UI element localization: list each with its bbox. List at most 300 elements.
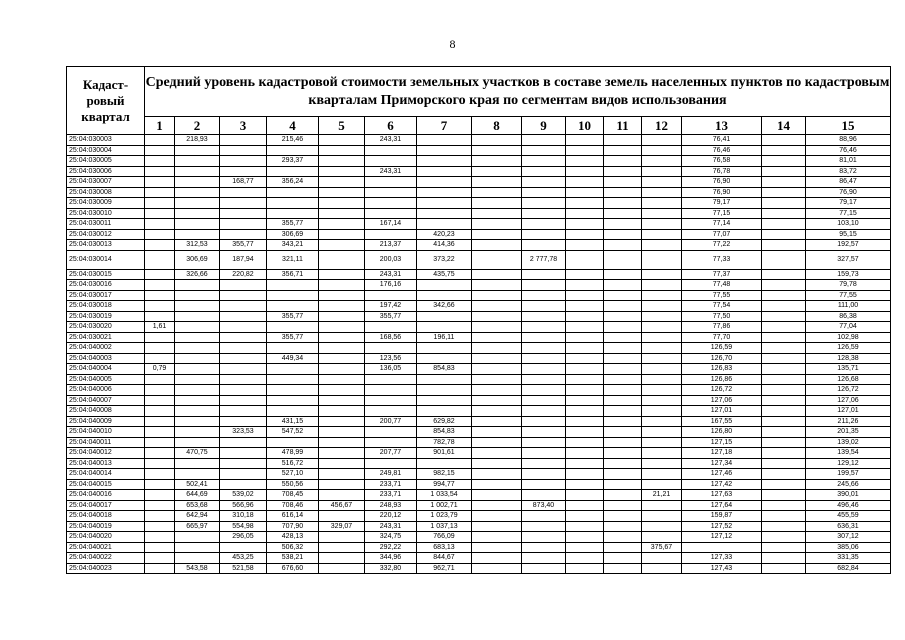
value-cell	[220, 364, 267, 375]
column-number: 6	[365, 117, 417, 135]
value-cell	[604, 416, 642, 427]
column-number: 5	[319, 117, 365, 135]
value-cell	[522, 511, 566, 522]
value-cell	[472, 343, 522, 354]
table-row	[67, 364, 891, 375]
value-cell	[522, 156, 566, 167]
value-cell: 644,69	[175, 490, 220, 501]
cadastral-quarter-cell: 25:04:030004	[67, 145, 145, 156]
value-cell	[566, 458, 604, 469]
value-cell	[762, 427, 806, 438]
value-cell	[762, 385, 806, 396]
value-cell	[319, 229, 365, 240]
value-cell: 159,73	[806, 269, 891, 280]
value-cell	[566, 353, 604, 364]
cadastral-quarter-cell: 25:04:030019	[67, 311, 145, 322]
value-cell	[145, 490, 175, 501]
value-cell	[220, 395, 267, 406]
value-cell: 126,70	[682, 353, 762, 364]
value-cell: 127,12	[682, 532, 762, 543]
cadastral-quarter-cell: 25:04:040020	[67, 532, 145, 543]
value-cell	[604, 322, 642, 333]
table-row	[67, 521, 891, 532]
value-cell	[319, 395, 365, 406]
column-number: 10	[566, 117, 604, 135]
value-cell	[472, 532, 522, 543]
value-cell: 86,38	[806, 311, 891, 322]
value-cell	[175, 301, 220, 312]
value-cell	[145, 374, 175, 385]
value-cell	[417, 187, 472, 198]
table-row	[67, 166, 891, 177]
value-cell	[472, 311, 522, 322]
value-cell	[417, 198, 472, 209]
value-cell	[319, 187, 365, 198]
value-cell: 478,99	[267, 448, 319, 459]
value-cell	[762, 322, 806, 333]
value-cell	[642, 219, 682, 230]
value-cell	[267, 301, 319, 312]
table-row	[67, 135, 891, 146]
value-cell	[566, 563, 604, 574]
value-cell	[522, 469, 566, 480]
value-cell: 355,77	[220, 240, 267, 251]
value-cell	[762, 395, 806, 406]
value-cell	[175, 198, 220, 209]
table-row	[67, 187, 891, 198]
value-cell	[642, 311, 682, 322]
value-cell: 901,61	[417, 448, 472, 459]
cadastral-quarter-cell: 25:04:040013	[67, 458, 145, 469]
value-cell: 77,55	[682, 290, 762, 301]
table-row	[67, 416, 891, 427]
value-cell	[417, 406, 472, 417]
value-cell: 327,57	[806, 250, 891, 269]
value-cell	[566, 280, 604, 291]
value-cell	[522, 135, 566, 146]
value-cell	[566, 229, 604, 240]
value-cell	[319, 145, 365, 156]
value-cell	[220, 322, 267, 333]
value-cell	[472, 511, 522, 522]
value-cell	[319, 448, 365, 459]
value-cell: 375,67	[642, 542, 682, 553]
value-cell	[145, 156, 175, 167]
value-cell	[522, 145, 566, 156]
value-cell	[365, 395, 417, 406]
value-cell	[762, 250, 806, 269]
value-cell	[365, 427, 417, 438]
value-cell: 343,21	[267, 240, 319, 251]
value-cell	[319, 156, 365, 167]
value-cell	[319, 269, 365, 280]
value-cell	[762, 187, 806, 198]
value-cell	[522, 177, 566, 188]
value-cell	[145, 290, 175, 301]
value-cell: 77,33	[682, 250, 762, 269]
value-cell	[220, 135, 267, 146]
value-cell	[604, 145, 642, 156]
value-cell	[417, 166, 472, 177]
value-cell	[642, 229, 682, 240]
value-cell	[472, 177, 522, 188]
value-cell: 431,15	[267, 416, 319, 427]
value-cell: 982,15	[417, 469, 472, 480]
cadastral-quarter-cell: 25:04:040023	[67, 563, 145, 574]
table-row	[67, 290, 891, 301]
value-cell: 543,58	[175, 563, 220, 574]
value-cell	[472, 269, 522, 280]
value-cell: 428,13	[267, 532, 319, 543]
value-cell: 844,67	[417, 553, 472, 564]
value-cell	[642, 156, 682, 167]
value-cell	[642, 280, 682, 291]
value-cell	[522, 521, 566, 532]
value-cell	[522, 166, 566, 177]
value-cell	[145, 250, 175, 269]
value-cell	[175, 385, 220, 396]
value-cell	[762, 343, 806, 354]
value-cell	[566, 469, 604, 480]
value-cell: 127,64	[682, 500, 762, 511]
value-cell	[566, 135, 604, 146]
value-cell	[365, 208, 417, 219]
value-cell	[604, 553, 642, 564]
value-cell: 420,23	[417, 229, 472, 240]
value-cell	[175, 280, 220, 291]
value-cell: 83,72	[806, 166, 891, 177]
value-cell: 77,55	[806, 290, 891, 301]
value-cell	[642, 364, 682, 375]
column-number: 3	[220, 117, 267, 135]
value-cell	[175, 156, 220, 167]
cadastral-quarter-cell: 25:04:030008	[67, 187, 145, 198]
value-cell	[642, 198, 682, 209]
value-cell	[522, 269, 566, 280]
column-number: 2	[175, 117, 220, 135]
value-cell	[604, 177, 642, 188]
value-cell: 676,60	[267, 563, 319, 574]
table-row	[67, 553, 891, 564]
value-cell	[472, 458, 522, 469]
value-cell: 197,42	[365, 301, 417, 312]
value-cell	[642, 343, 682, 354]
value-cell	[762, 229, 806, 240]
value-cell: 456,67	[319, 500, 365, 511]
value-cell: 220,12	[365, 511, 417, 522]
table-row	[67, 385, 891, 396]
value-cell	[522, 395, 566, 406]
value-cell	[145, 406, 175, 417]
value-cell	[472, 198, 522, 209]
value-cell	[145, 311, 175, 322]
value-cell: 296,05	[220, 532, 267, 543]
table-row	[67, 458, 891, 469]
value-cell	[319, 250, 365, 269]
value-cell: 355,77	[365, 311, 417, 322]
value-cell	[145, 542, 175, 553]
value-cell	[762, 458, 806, 469]
value-cell	[642, 458, 682, 469]
value-cell: 88,96	[806, 135, 891, 146]
cadastral-quarter-cell: 25:04:040015	[67, 479, 145, 490]
value-cell	[365, 437, 417, 448]
cadastral-quarter-cell: 25:04:030010	[67, 208, 145, 219]
value-cell	[604, 311, 642, 322]
value-cell	[319, 343, 365, 354]
value-cell: 76,78	[682, 166, 762, 177]
value-cell	[566, 479, 604, 490]
value-cell	[365, 343, 417, 354]
value-cell: 95,15	[806, 229, 891, 240]
value-cell	[472, 353, 522, 364]
value-cell: 321,11	[267, 250, 319, 269]
value-cell	[762, 332, 806, 343]
value-cell	[145, 301, 175, 312]
value-cell: 86,47	[806, 177, 891, 188]
value-cell	[220, 280, 267, 291]
value-cell	[220, 229, 267, 240]
value-cell: 249,81	[365, 469, 417, 480]
value-cell	[604, 240, 642, 251]
value-cell	[604, 156, 642, 167]
value-cell	[642, 448, 682, 459]
value-cell	[642, 332, 682, 343]
value-cell	[604, 269, 642, 280]
value-cell: 126,72	[806, 385, 891, 396]
value-cell: 127,15	[682, 437, 762, 448]
value-cell	[604, 301, 642, 312]
value-cell: 356,24	[267, 177, 319, 188]
value-cell: 527,10	[267, 469, 319, 480]
value-cell	[220, 332, 267, 343]
value-cell: 77,15	[806, 208, 891, 219]
table-row	[67, 374, 891, 385]
value-cell	[522, 458, 566, 469]
value-cell: 243,31	[365, 521, 417, 532]
value-cell	[472, 479, 522, 490]
value-cell	[417, 208, 472, 219]
value-cell: 248,93	[365, 500, 417, 511]
value-cell	[566, 322, 604, 333]
value-cell	[642, 437, 682, 448]
value-cell	[472, 156, 522, 167]
value-cell	[566, 427, 604, 438]
value-cell: 1,61	[145, 322, 175, 333]
value-cell	[175, 322, 220, 333]
value-cell: 76,46	[806, 145, 891, 156]
value-cell: 243,31	[365, 166, 417, 177]
value-cell	[642, 521, 682, 532]
value-cell: 128,38	[806, 353, 891, 364]
value-cell	[604, 166, 642, 177]
value-cell: 200,03	[365, 250, 417, 269]
value-cell	[319, 322, 365, 333]
cadastral-quarter-cell: 25:04:040010	[67, 427, 145, 438]
value-cell	[472, 364, 522, 375]
value-cell	[522, 198, 566, 209]
value-cell	[319, 374, 365, 385]
value-cell: 496,46	[806, 500, 891, 511]
cadastral-quarter-cell: 25:04:040019	[67, 521, 145, 532]
cadastral-quarter-cell: 25:04:040004	[67, 364, 145, 375]
value-cell: 77,48	[682, 280, 762, 291]
value-cell: 629,82	[417, 416, 472, 427]
value-cell	[522, 553, 566, 564]
value-cell	[417, 219, 472, 230]
value-cell	[267, 198, 319, 209]
value-cell	[220, 437, 267, 448]
cadastral-quarter-cell: 25:04:030012	[67, 229, 145, 240]
value-cell: 127,42	[682, 479, 762, 490]
value-cell	[417, 322, 472, 333]
table-row	[67, 427, 891, 438]
value-cell	[762, 479, 806, 490]
value-cell: 470,75	[175, 448, 220, 459]
value-cell: 323,53	[220, 427, 267, 438]
table-row	[67, 479, 891, 490]
value-cell: 127,52	[682, 521, 762, 532]
table-row	[67, 208, 891, 219]
value-cell: 77,04	[806, 322, 891, 333]
value-cell	[267, 406, 319, 417]
value-cell	[762, 406, 806, 417]
value-cell	[762, 542, 806, 553]
value-cell	[472, 385, 522, 396]
value-cell	[175, 416, 220, 427]
value-cell	[365, 187, 417, 198]
value-cell: 332,80	[365, 563, 417, 574]
value-cell	[267, 280, 319, 291]
value-cell	[145, 479, 175, 490]
table-row	[67, 219, 891, 230]
value-cell	[472, 374, 522, 385]
value-cell	[145, 448, 175, 459]
value-cell	[220, 156, 267, 167]
value-cell	[319, 416, 365, 427]
value-cell	[220, 353, 267, 364]
value-cell	[220, 385, 267, 396]
value-cell	[472, 250, 522, 269]
cadastral-quarter-cell: 25:04:030018	[67, 301, 145, 312]
value-cell	[220, 187, 267, 198]
value-cell: 344,96	[365, 553, 417, 564]
value-cell	[604, 280, 642, 291]
value-cell	[472, 322, 522, 333]
value-cell	[566, 198, 604, 209]
value-cell	[762, 469, 806, 480]
value-cell	[642, 135, 682, 146]
value-cell	[472, 166, 522, 177]
table-body	[67, 135, 891, 574]
value-cell: 306,69	[175, 250, 220, 269]
value-cell: 994,77	[417, 479, 472, 490]
value-cell	[762, 553, 806, 564]
value-cell	[642, 374, 682, 385]
value-cell	[522, 532, 566, 543]
value-cell: 331,35	[806, 553, 891, 564]
value-cell: 76,41	[682, 135, 762, 146]
value-cell: 21,21	[642, 490, 682, 501]
value-cell	[319, 385, 365, 396]
value-cell: 355,77	[267, 219, 319, 230]
value-cell: 77,15	[682, 208, 762, 219]
value-cell: 324,75	[365, 532, 417, 543]
table-row	[67, 269, 891, 280]
value-cell	[604, 198, 642, 209]
value-cell	[642, 145, 682, 156]
value-cell	[319, 437, 365, 448]
value-cell: 196,11	[417, 332, 472, 343]
value-cell	[762, 301, 806, 312]
value-cell: 127,06	[806, 395, 891, 406]
value-cell	[522, 364, 566, 375]
value-cell: 220,82	[220, 269, 267, 280]
value-cell	[566, 437, 604, 448]
value-cell	[365, 458, 417, 469]
value-cell	[417, 458, 472, 469]
value-cell	[642, 427, 682, 438]
table-row	[67, 229, 891, 240]
value-cell	[145, 521, 175, 532]
value-cell	[145, 437, 175, 448]
value-cell: 708,46	[267, 500, 319, 511]
value-cell	[604, 469, 642, 480]
value-cell	[604, 542, 642, 553]
value-cell	[145, 332, 175, 343]
value-cell: 293,37	[267, 156, 319, 167]
cadastral-quarter-cell: 25:04:040018	[67, 511, 145, 522]
value-cell	[417, 280, 472, 291]
value-cell	[604, 521, 642, 532]
table-row	[67, 395, 891, 406]
value-cell: 77,50	[682, 311, 762, 322]
value-cell	[319, 469, 365, 480]
value-cell: 127,63	[682, 490, 762, 501]
value-cell	[472, 219, 522, 230]
table-row	[67, 542, 891, 553]
value-cell: 636,31	[806, 521, 891, 532]
value-cell	[762, 448, 806, 459]
value-cell	[522, 280, 566, 291]
value-cell: 455,59	[806, 511, 891, 522]
value-cell	[472, 416, 522, 427]
value-cell	[472, 469, 522, 480]
cadastral-quarter-cell: 25:04:030014	[67, 250, 145, 269]
value-cell: 435,75	[417, 269, 472, 280]
value-cell: 79,78	[806, 280, 891, 291]
value-cell: 139,02	[806, 437, 891, 448]
table-row	[67, 280, 891, 291]
value-cell: 854,83	[417, 364, 472, 375]
value-cell	[319, 542, 365, 553]
value-cell: 76,90	[806, 187, 891, 198]
value-cell	[762, 290, 806, 301]
value-cell	[145, 553, 175, 564]
value-cell	[642, 322, 682, 333]
cadastral-quarter-cell: 25:04:040009	[67, 416, 145, 427]
value-cell: 136,05	[365, 364, 417, 375]
value-cell: 566,96	[220, 500, 267, 511]
value-cell: 506,32	[267, 542, 319, 553]
value-cell	[319, 563, 365, 574]
value-cell	[604, 448, 642, 459]
value-cell: 207,77	[365, 448, 417, 459]
value-cell	[267, 208, 319, 219]
value-cell	[682, 542, 762, 553]
value-cell: 708,45	[267, 490, 319, 501]
value-cell: 76,46	[682, 145, 762, 156]
